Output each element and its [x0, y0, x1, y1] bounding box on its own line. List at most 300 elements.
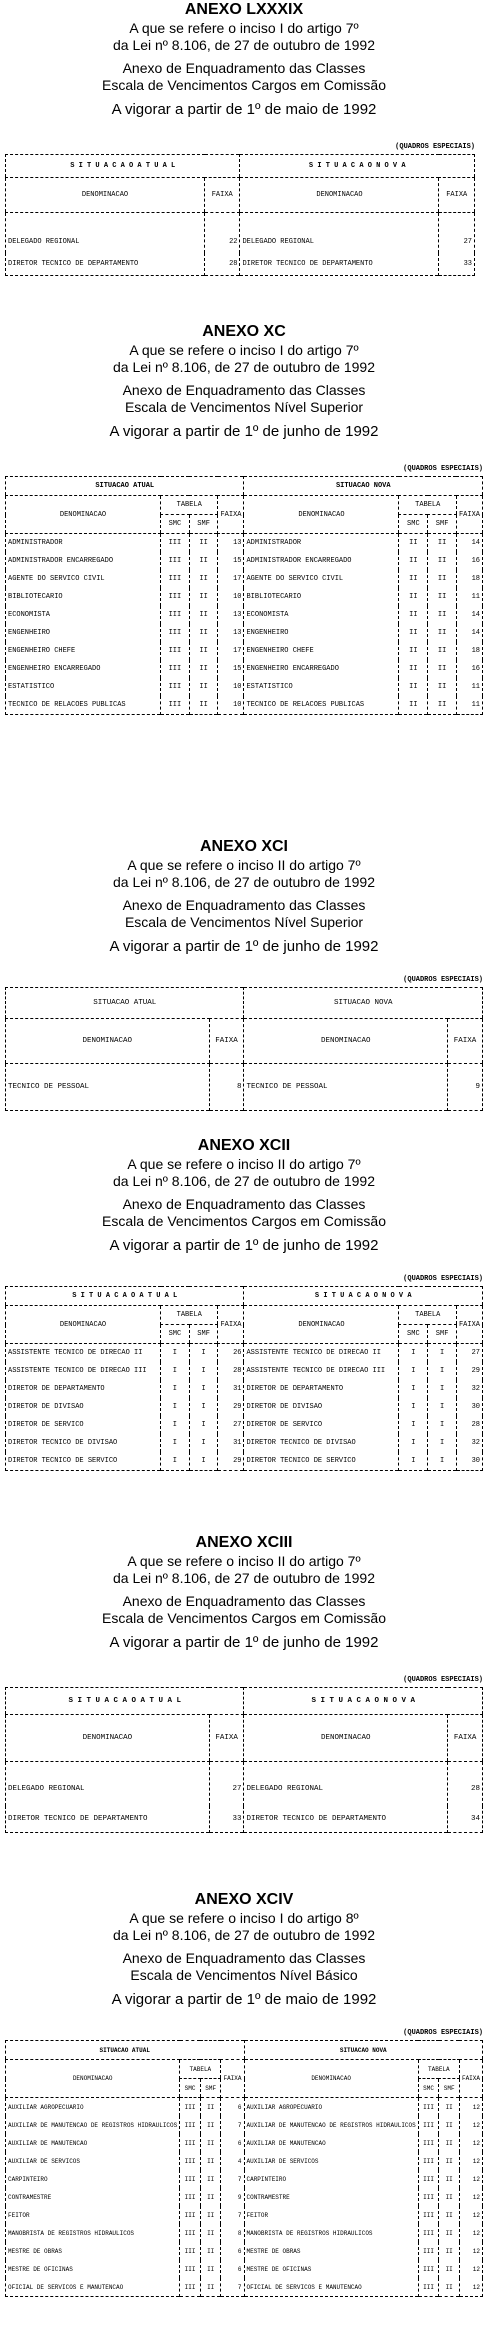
col-faixa: FAIXA [205, 178, 240, 213]
cell-fn: 12 [459, 2170, 482, 2188]
cell-n1: III [418, 2278, 439, 2297]
cell-n2: II [428, 678, 457, 696]
subtitle-line: da Lei nº 8.106, de 27 de outubro de 1992 [112, 37, 375, 53]
cell-nova: DIRETOR DE SERVICO [244, 1416, 399, 1434]
cell-s1: III [180, 2134, 201, 2152]
cell-n2: II [428, 642, 457, 660]
vigorar-line: A vigorar a partir de 1º de junho de 1992 [109, 1634, 379, 1651]
cell-fn: 14 [456, 606, 482, 624]
cell-n2: II [439, 2116, 460, 2134]
cell-fa: 9 [221, 2188, 244, 2206]
subtitle-line: Anexo de Enquadramento das Classes [122, 897, 366, 913]
cell-s2: II [200, 2152, 221, 2170]
cell-nova: ENGENHEIRO [244, 624, 399, 642]
cell-s1: I [161, 1344, 190, 1363]
cell-n2: II [439, 2260, 460, 2278]
cell-nova: OFICIAL DE SERVICOS E MANUTENCAO [244, 2278, 418, 2297]
cell-fa: 7 [221, 2170, 244, 2188]
table-row: DELEGADO REGIONAL 27 DELEGADO REGIONAL 28 [6, 1762, 483, 1807]
cell-n2: II [439, 2098, 460, 2117]
table-row: DIRETOR TECNICO DE DEPARTAMENTO 33 DIRETOR TECNICO DE DEPARTAMENTO 34 [6, 1806, 483, 1833]
cell-s2: II [189, 642, 218, 660]
cell-n2: II [428, 660, 457, 678]
cell-n1: II [399, 696, 428, 715]
quadros-especiais-label: (QUADROS ESPECIAIS) [403, 2029, 483, 2037]
cell-s2: II [189, 534, 218, 553]
enquadramento-table [5, 143, 475, 276]
cell-s1: I [161, 1380, 190, 1398]
cell-fn: 16 [456, 552, 482, 570]
cell-atual: MANOBRISTA DE REGISTROS HIDRAULICOS [8, 2229, 135, 2237]
cell-fa: 6 [221, 2260, 244, 2278]
cell-n1: II [399, 660, 428, 678]
subtitle-line: Escala de Vencimentos Cargos em Comissão [101, 1610, 387, 1626]
cell-nova: MANOBRISTA DE REGISTROS HIDRAULICOS [244, 2224, 418, 2242]
table-row [6, 2170, 483, 2188]
cell-fa: 15 [218, 552, 244, 570]
cell-s1: III [180, 2278, 201, 2297]
cell-n1: III [418, 2134, 439, 2152]
cell-fa: 26 [218, 1344, 244, 1363]
cell-atual: CARPINTEIRO [8, 2175, 48, 2183]
cell-fn: 32 [456, 1434, 482, 1452]
cell-n1: III [418, 2242, 439, 2260]
cell-s1: III [180, 2152, 201, 2170]
head-nova: SITUACAO NOVA [244, 477, 483, 496]
cell-n1: II [399, 552, 428, 570]
table-row [6, 1416, 483, 1434]
cell-atual: ESTATISTICO [8, 683, 55, 691]
table-row [6, 1344, 483, 1363]
subtitle-line: Escala de Vencimentos Nível Superior [124, 914, 364, 930]
subtitle-line: Anexo de Enquadramento das Classes [122, 1950, 366, 1966]
enquadramento-table: (QUADROS ESPECIAIS) S I T U A C A O A T U A L S I T U A C A O N O V A DENOMINACAO FAIXA DENOMINACAO FAIXA DELEGADO REGIONAL 27 DELEGADO REGIONAL 28 DIRETOR TECNICO DE DEPARTAMENTO 33 DIRETOR TECNICO DE DEPARTAMENTO 34 [5, 1687, 483, 1833]
cell-nova: BIBLIOTECARIO [244, 588, 399, 606]
cell-s2: II [200, 2116, 221, 2134]
cell-n1: III [418, 2206, 439, 2224]
cell-n1: III [418, 2260, 439, 2278]
cell-fn: 12 [459, 2152, 482, 2170]
cell-fa: 13 [218, 624, 244, 642]
cell-n1: II [399, 642, 428, 660]
head-atual: SITUACAO ATUAL [6, 477, 244, 496]
cell-atual: DIRETOR TECNICO DE SERVICO [8, 1457, 118, 1465]
cell-s1: I [161, 1452, 190, 1471]
cell-atual: DIRETOR DE SERVICO [8, 1421, 84, 1429]
cell-s1: III [161, 588, 190, 606]
cell-nova: DIRETOR DE DEPARTAMENTO [244, 1380, 399, 1398]
subtitle-line: Escala de Vencimentos Nível Superior [124, 399, 364, 415]
cell-s2: II [200, 2170, 221, 2188]
cell-n1: I [399, 1380, 428, 1398]
cell-s2: II [189, 570, 218, 588]
cell-s1: III [180, 2098, 201, 2117]
cell-fn: 12 [459, 2188, 482, 2206]
cell-s1: III [161, 534, 190, 553]
cell-atual: ASSISTENTE TECNICO DE DIRECAO III [8, 1367, 147, 1375]
cell-fa: 10 [218, 696, 244, 715]
head-nova: S I T U A C A O N O V A [240, 155, 475, 178]
cell-n2: II [428, 552, 457, 570]
cell-n1: III [418, 2098, 439, 2117]
cell-n1: I [399, 1416, 428, 1434]
subtitle-line: da Lei nº 8.106, de 27 de outubro de 1992 [112, 1173, 375, 1189]
cell-fn: 29 [456, 1362, 482, 1380]
annex-94 [0, 1890, 488, 2291]
cell-atual: TECNICO DE RELACOES PUBLICAS [8, 701, 126, 709]
quadros-especiais-label: (QUADROS ESPECIAIS) [403, 1676, 483, 1684]
cell-n1: I [399, 1398, 428, 1416]
cell-s2: II [189, 660, 218, 678]
cell-n2: I [428, 1452, 457, 1471]
col-faixa: FAIXA [439, 178, 475, 213]
cell-n1: I [399, 1452, 428, 1471]
cell-s1: I [161, 1362, 190, 1380]
cell-s1: III [161, 678, 190, 696]
cell-fa: 15 [218, 660, 244, 678]
cell-nova: ESTATISTICO [244, 678, 399, 696]
cell-n2: II [428, 570, 457, 588]
head-atual: S I T U A C A O A T U A L [6, 1688, 244, 1715]
cell-n2: I [428, 1380, 457, 1398]
table-row [6, 588, 483, 606]
table-row [6, 660, 483, 678]
cell-fn: 30 [456, 1398, 482, 1416]
head-nova: SITUACAO NOVA [244, 2041, 483, 2060]
cell-s1: III [161, 570, 190, 588]
subtitle-line: A que se refere o inciso II do artigo 7º [127, 1553, 361, 1569]
cell-fa: 17 [218, 642, 244, 660]
cell-nova: ADMINISTRADOR ENCARREGADO [244, 552, 399, 570]
subtitle-line: da Lei nº 8.106, de 27 de outubro de 1992 [112, 359, 375, 375]
table-row [6, 2206, 483, 2224]
cell-fn: 18 [456, 570, 482, 588]
cell-atual: ECONOMISTA [8, 611, 51, 619]
head-atual: S I T U A C A O A T U A L [6, 155, 240, 178]
annex-title: ANEXO XCI [199, 838, 288, 855]
subtitle-line: A que se refere o inciso II do artigo 7º [127, 857, 361, 873]
col-denominacao: DENOMINACAO [240, 178, 439, 213]
cell-fn: 18 [456, 642, 482, 660]
subtitle-line: A que se refere o inciso I do artigo 7º [129, 20, 359, 36]
table-row [6, 696, 483, 715]
cell-n2: II [428, 696, 457, 715]
annex-90 [0, 322, 488, 709]
cell-s2: I [189, 1398, 218, 1416]
cell-s2: II [189, 678, 218, 696]
cell-nova: MESTRE DE OFICINAS [244, 2260, 418, 2278]
table-row: DIRETOR TECNICO DE DEPARTAMENTO 28 DIRETOR TECNICO DE DEPARTAMENTO 33 [6, 253, 475, 276]
cell-n2: II [439, 2206, 460, 2224]
cell-atual: ADMINISTRADOR [8, 539, 63, 547]
table-row [6, 2152, 483, 2170]
cell-n2: II [428, 606, 457, 624]
head-nova: S I T U A C A O N O V A [244, 1688, 483, 1715]
cell-nova: ENGENHEIRO CHEFE [244, 642, 399, 660]
cell-n2: II [439, 2224, 460, 2242]
cell-nova: MESTRE DE OBRAS [244, 2242, 418, 2260]
vigorar-line: A vigorar a partir de 1º de maio de 1992 [111, 101, 377, 118]
cell-atual: ASSISTENTE TECNICO DE DIRECAO II [8, 1349, 143, 1357]
table-row [6, 1398, 483, 1416]
cell-s2: I [189, 1380, 218, 1398]
subtitle-line: Anexo de Enquadramento das Classes [122, 1196, 366, 1212]
head-nova: S I T U A C A O N O V A [244, 1287, 483, 1306]
cell-fa: 6 [221, 2134, 244, 2152]
col-denominacao: DENOMINACAO [6, 178, 205, 213]
cell-fn: 11 [456, 678, 482, 696]
table-row [6, 2134, 483, 2152]
cell-s2: II [200, 2134, 221, 2152]
cell-n1: II [399, 588, 428, 606]
cell-fa: 6 [221, 2242, 244, 2260]
cell-fa: 13 [218, 534, 244, 553]
cell-n2: II [439, 2242, 460, 2260]
table-row [6, 570, 483, 588]
cell-fa: 29 [218, 1452, 244, 1471]
cell-n1: II [399, 534, 428, 553]
cell-n2: II [428, 534, 457, 553]
cell-atual: MESTRE DE OFICINAS [8, 2265, 73, 2273]
annex-92 [0, 1136, 488, 1465]
cell-n1: II [399, 678, 428, 696]
vigorar-line: A vigorar a partir de 1º de junho de 1992 [109, 938, 379, 955]
cell-nova: DIRETOR TECNICO DE DIVISAO [244, 1434, 399, 1452]
enquadramento-table: (QUADROS ESPECIAIS) SITUACAO ATUAL SITUACAO NOVA DENOMINACAO TABELA FAIXA DENOMINACAO TABELA FAIXA SMC SMF SMC SMF AUXILIAR AGROPECUARIO III II 6 AUXILIAR AGROPECUARIO III II 12 AUXILIAR DE MANUTENCAO DE REGISTROS HIDRAULICOS III II 7 AUXILIAR DE MANUTENCAO DE REGISTROS HIDRAULICOS III II 12 AUXILIAR DE MANUTENCAO III II 6 AUXILIAR DE MANUTENCAO III II 12 AUXILIAR DE SERVICOS III II 4 AUXILIAR DE SERVICOS III II 12 CARPINTEIRO III II 7 CARPINTEIRO III II 12 CONTRAMESTRE III II 9 CONTRAMESTRE III II 12 FEITOR III II 7 FEITOR III II 12 MANOBRISTA DE REGISTROS HIDRAULICOS III II 8 MANOBRISTA DE REGISTROS HIDRAULICOS III II 12 MESTRE DE OBRAS III II 6 MESTRE DE OBRAS III II 12 MESTRE DE OFICINAS III II 6 MESTRE DE OFICINAS III II 12 OFICIAL DE SERVICOS E MANUTENCAO III II 7 OFICIAL DE SERVICOS E MANUTENCAO III II 12 [5, 2040, 483, 2297]
table-row [6, 2224, 483, 2242]
head-atual: SITUACAO ATUAL [6, 2041, 245, 2060]
subtitle-line: A que se refere o inciso I do artigo 7º [129, 342, 359, 358]
cell-s2: II [189, 624, 218, 642]
cell-fn: 30 [456, 1452, 482, 1471]
cell-fn: 12 [459, 2116, 482, 2134]
cell-atual: MESTRE DE OBRAS [8, 2247, 63, 2255]
table-row: TECNICO DE PESSOAL 8 TECNICO DE PESSOAL 9 [6, 1064, 483, 1111]
annex-title: ANEXO XCIV [194, 1891, 294, 1908]
cell-fn: 32 [456, 1380, 482, 1398]
cell-s2: II [200, 2242, 221, 2260]
cell-nova: ASSISTENTE TECNICO DE DIRECAO III [244, 1362, 399, 1380]
cell-s2: I [189, 1416, 218, 1434]
cell-s2: I [189, 1344, 218, 1363]
table-row [6, 1380, 483, 1398]
cell-fa: 10 [218, 588, 244, 606]
cell-fn: 14 [456, 534, 482, 553]
cell-s2: II [200, 2188, 221, 2206]
cell-s1: III [180, 2188, 201, 2206]
subtitle-line: A que se refere o inciso II do artigo 7º [127, 1156, 361, 1172]
cell-nova: AUXILIAR DE MANUTENCAO DE REGISTROS HIDRAULICOS [244, 2116, 418, 2134]
cell-fn: 27 [456, 1344, 482, 1363]
cell-fa: 8 [221, 2224, 244, 2242]
cell-atual: DIRETOR DE DEPARTAMENTO [8, 1385, 105, 1393]
quadros-especiais-label: (QUADROS ESPECIAIS) [403, 976, 483, 984]
cell-s1: III [180, 2116, 201, 2134]
cell-fn: 12 [459, 2260, 482, 2278]
cell-n1: III [418, 2152, 439, 2170]
cell-nova: AUXILIAR DE SERVICOS [244, 2152, 418, 2170]
annex-91 [0, 837, 488, 1091]
cell-atual: DIRETOR DE DIVISAO [8, 1403, 84, 1411]
cell-s1: III [180, 2206, 201, 2224]
cell-s2: II [189, 552, 218, 570]
cell-s2: II [200, 2098, 221, 2117]
cell-fa: 31 [218, 1380, 244, 1398]
table-row [6, 2278, 483, 2297]
cell-n2: II [428, 624, 457, 642]
cell-nova: AGENTE DO SERVICO CIVIL [244, 570, 399, 588]
table-row [6, 2188, 483, 2206]
table-row [6, 642, 483, 660]
cell-atual: ENGENHEIRO CHEFE [8, 647, 76, 655]
cell-s2: II [200, 2224, 221, 2242]
table-row [6, 534, 483, 553]
cell-n1: III [418, 2116, 439, 2134]
cell-s1: I [161, 1416, 190, 1434]
cell-fn: 12 [459, 2224, 482, 2242]
cell-fa: 17 [218, 570, 244, 588]
table-row [6, 1452, 483, 1471]
cell-fa: 29 [218, 1398, 244, 1416]
cell-atual: ENGENHEIRO ENCARREGADO [8, 665, 101, 673]
cell-atual: OFICIAL DE SERVICOS E MANUTENCAO [8, 2283, 124, 2291]
cell-fn: 12 [459, 2098, 482, 2117]
cell-n1: III [418, 2224, 439, 2242]
vigorar-line: A vigorar a partir de 1º de maio de 1992 [111, 1991, 377, 2008]
cell-n1: I [399, 1344, 428, 1363]
table-row [6, 1362, 483, 1380]
cell-atual: CONTRAMESTRE [8, 2193, 52, 2201]
cell-fn: 12 [459, 2242, 482, 2260]
annex-title: ANEXO XC [202, 323, 286, 340]
cell-nova: AUXILIAR DE MANUTENCAO [244, 2134, 418, 2152]
cell-s2: II [200, 2260, 221, 2278]
cell-nova: TECNICO DE RELACOES PUBLICAS [244, 696, 399, 715]
cell-fa: 31 [218, 1434, 244, 1452]
cell-atual: AUXILIAR DE MANUTENCAO DE REGISTROS HIDRAULICOS [8, 2121, 178, 2129]
cell-s2: I [189, 1452, 218, 1471]
enquadramento-table: (QUADROS ESPECIAIS) SITUACAO ATUAL SITUACAO NOVA DENOMINACAO FAIXA DENOMINACAO FAIXA TECNICO DE PESSOAL 8 TECNICO DE PESSOAL 9 [5, 987, 483, 1111]
cell-atual: DIRETOR TECNICO DE DIVISAO [8, 1439, 118, 1447]
enquadramento-table: (QUADROS ESPECIAIS) SITUACAO ATUAL SITUACAO NOVA DENOMINACAO TABELA FAIXA DENOMINACAO TABELA FAIXA SMC SMF SMC SMF ADMINISTRADOR III II 13 ADMINISTRADOR II II 14 ADMINISTRADOR ENCARREGADO III II 15 ADMINISTRADOR ENCARREGADO II II 16 AGENTE DO SERVICO CIVIL III II 17 AGENTE DO SERVICO CIVIL II II 18 BIBLIOTECARIO III II 10 BIBLIOTECARIO II II 11 ECONOMISTA III II 13 ECONOMISTA II II 14 ENGENHEIRO III II 13 ENGENHEIRO II II 14 ENGENHEIRO CHEFE III II 17 ENGENHEIRO CHEFE II II 18 ENGENHEIRO ENCARREGADO III II 15 ENGENHEIRO ENCARREGADO II II 16 ESTATISTICO III II 10 ESTATISTICO II II 11 TECNICO DE RELACOES PUBLICAS III II 10 TECNICO DE RELACOES PUBLICAS II II 11 [5, 476, 483, 715]
cell-s2: II [200, 2206, 221, 2224]
cell-n1: I [399, 1362, 428, 1380]
head-nova: SITUACAO NOVA [244, 988, 483, 1019]
cell-fa: 10 [218, 678, 244, 696]
cell-s2: I [189, 1434, 218, 1452]
cell-nova: ENGENHEIRO ENCARREGADO [244, 660, 399, 678]
cell-s1: III [180, 2224, 201, 2242]
cell-s1: I [161, 1398, 190, 1416]
quadros-especiais-label: (QUADROS ESPECIAIS) [403, 1275, 483, 1283]
head-atual: S I T U A C A O A T U A L [6, 1287, 244, 1306]
cell-fa: 7 [221, 2116, 244, 2134]
cell-fn: 28 [456, 1416, 482, 1434]
cell-s2: II [189, 696, 218, 715]
cell-s2: II [200, 2278, 221, 2297]
annex-title: ANEXO XCIII [195, 1534, 293, 1551]
cell-fa: 28 [218, 1362, 244, 1380]
cell-fn: 16 [456, 660, 482, 678]
cell-nova: CONTRAMESTRE [244, 2188, 418, 2206]
cell-s1: I [161, 1434, 190, 1452]
table-row [6, 606, 483, 624]
annex-93 [0, 1533, 488, 1823]
annex-title: ANEXO LXXXIX [184, 1, 304, 18]
cell-n2: II [439, 2134, 460, 2152]
cell-s1: III [180, 2242, 201, 2260]
cell-s1: III [161, 696, 190, 715]
subtitle-line: Escala de Vencimentos Nível Básico [130, 1967, 358, 1983]
cell-atual: FEITOR [8, 2211, 30, 2219]
cell-nova: DIRETOR TECNICO DE SERVICO [244, 1452, 399, 1471]
cell-n2: II [439, 2170, 460, 2188]
table-row [6, 2260, 483, 2278]
cell-n2: I [428, 1362, 457, 1380]
cell-s1: III [161, 624, 190, 642]
subtitle-line: Escala de Vencimentos Cargos em Comissão [101, 77, 387, 93]
cell-s1: III [180, 2260, 201, 2278]
cell-atual: AUXILIAR DE MANUTENCAO [8, 2139, 88, 2147]
quadros-especiais-label: (QUADROS ESPECIAIS) [403, 465, 483, 473]
table-row [6, 1434, 483, 1452]
cell-nova: AUXILIAR AGROPECUARIO [244, 2098, 418, 2117]
cell-atual: ADMINISTRADOR ENCARREGADO [8, 557, 114, 565]
cell-fn: 12 [459, 2134, 482, 2152]
cell-atual: AUXILIAR AGROPECUARIO [8, 2103, 84, 2111]
subtitle-line: Anexo de Enquadramento das Classes [122, 382, 366, 398]
cell-fn: 14 [456, 624, 482, 642]
cell-n2: I [428, 1344, 457, 1363]
cell-nova: FEITOR [244, 2206, 418, 2224]
table-row [6, 2098, 483, 2117]
cell-atual: ENGENHEIRO [8, 629, 51, 637]
table-row [6, 2242, 483, 2260]
quadros-especiais-label: (QUADROS ESPECIAIS) [395, 143, 475, 151]
cell-n2: II [439, 2278, 460, 2297]
cell-nova: ADMINISTRADOR [244, 534, 399, 553]
cell-s1: III [161, 606, 190, 624]
cell-fa: 6 [221, 2098, 244, 2117]
subtitle-line: Anexo de Enquadramento das Classes [122, 1593, 366, 1609]
vigorar-line: A vigorar a partir de 1º de junho de 1992 [109, 423, 379, 440]
cell-nova: ASSISTENTE TECNICO DE DIRECAO II [244, 1344, 399, 1363]
cell-s1: III [161, 660, 190, 678]
cell-fn: 11 [456, 696, 482, 715]
cell-nova: DIRETOR DE DIVISAO [244, 1398, 399, 1416]
cell-s1: III [180, 2170, 201, 2188]
table-row: DELEGADO REGIONAL 22 DELEGADO REGIONAL 27 [6, 213, 475, 254]
cell-fn: 11 [456, 588, 482, 606]
cell-fn: 12 [459, 2206, 482, 2224]
cell-n2: II [439, 2152, 460, 2170]
cell-fa: 27 [218, 1416, 244, 1434]
cell-n1: II [399, 606, 428, 624]
cell-n2: I [428, 1434, 457, 1452]
table-row [6, 624, 483, 642]
subtitle-line: da Lei nº 8.106, de 27 de outubro de 1992 [112, 874, 375, 890]
cell-n1: II [399, 624, 428, 642]
cell-fa: 7 [221, 2206, 244, 2224]
cell-s2: I [189, 1362, 218, 1380]
cell-s2: II [189, 588, 218, 606]
annex-89 [0, 0, 488, 268]
cell-s1: III [161, 552, 190, 570]
table-row [6, 2116, 483, 2134]
subtitle-line: Escala de Vencimentos Cargos em Comissão [101, 1213, 387, 1229]
cell-n2: II [439, 2188, 460, 2206]
cell-fn: 12 [459, 2278, 482, 2297]
